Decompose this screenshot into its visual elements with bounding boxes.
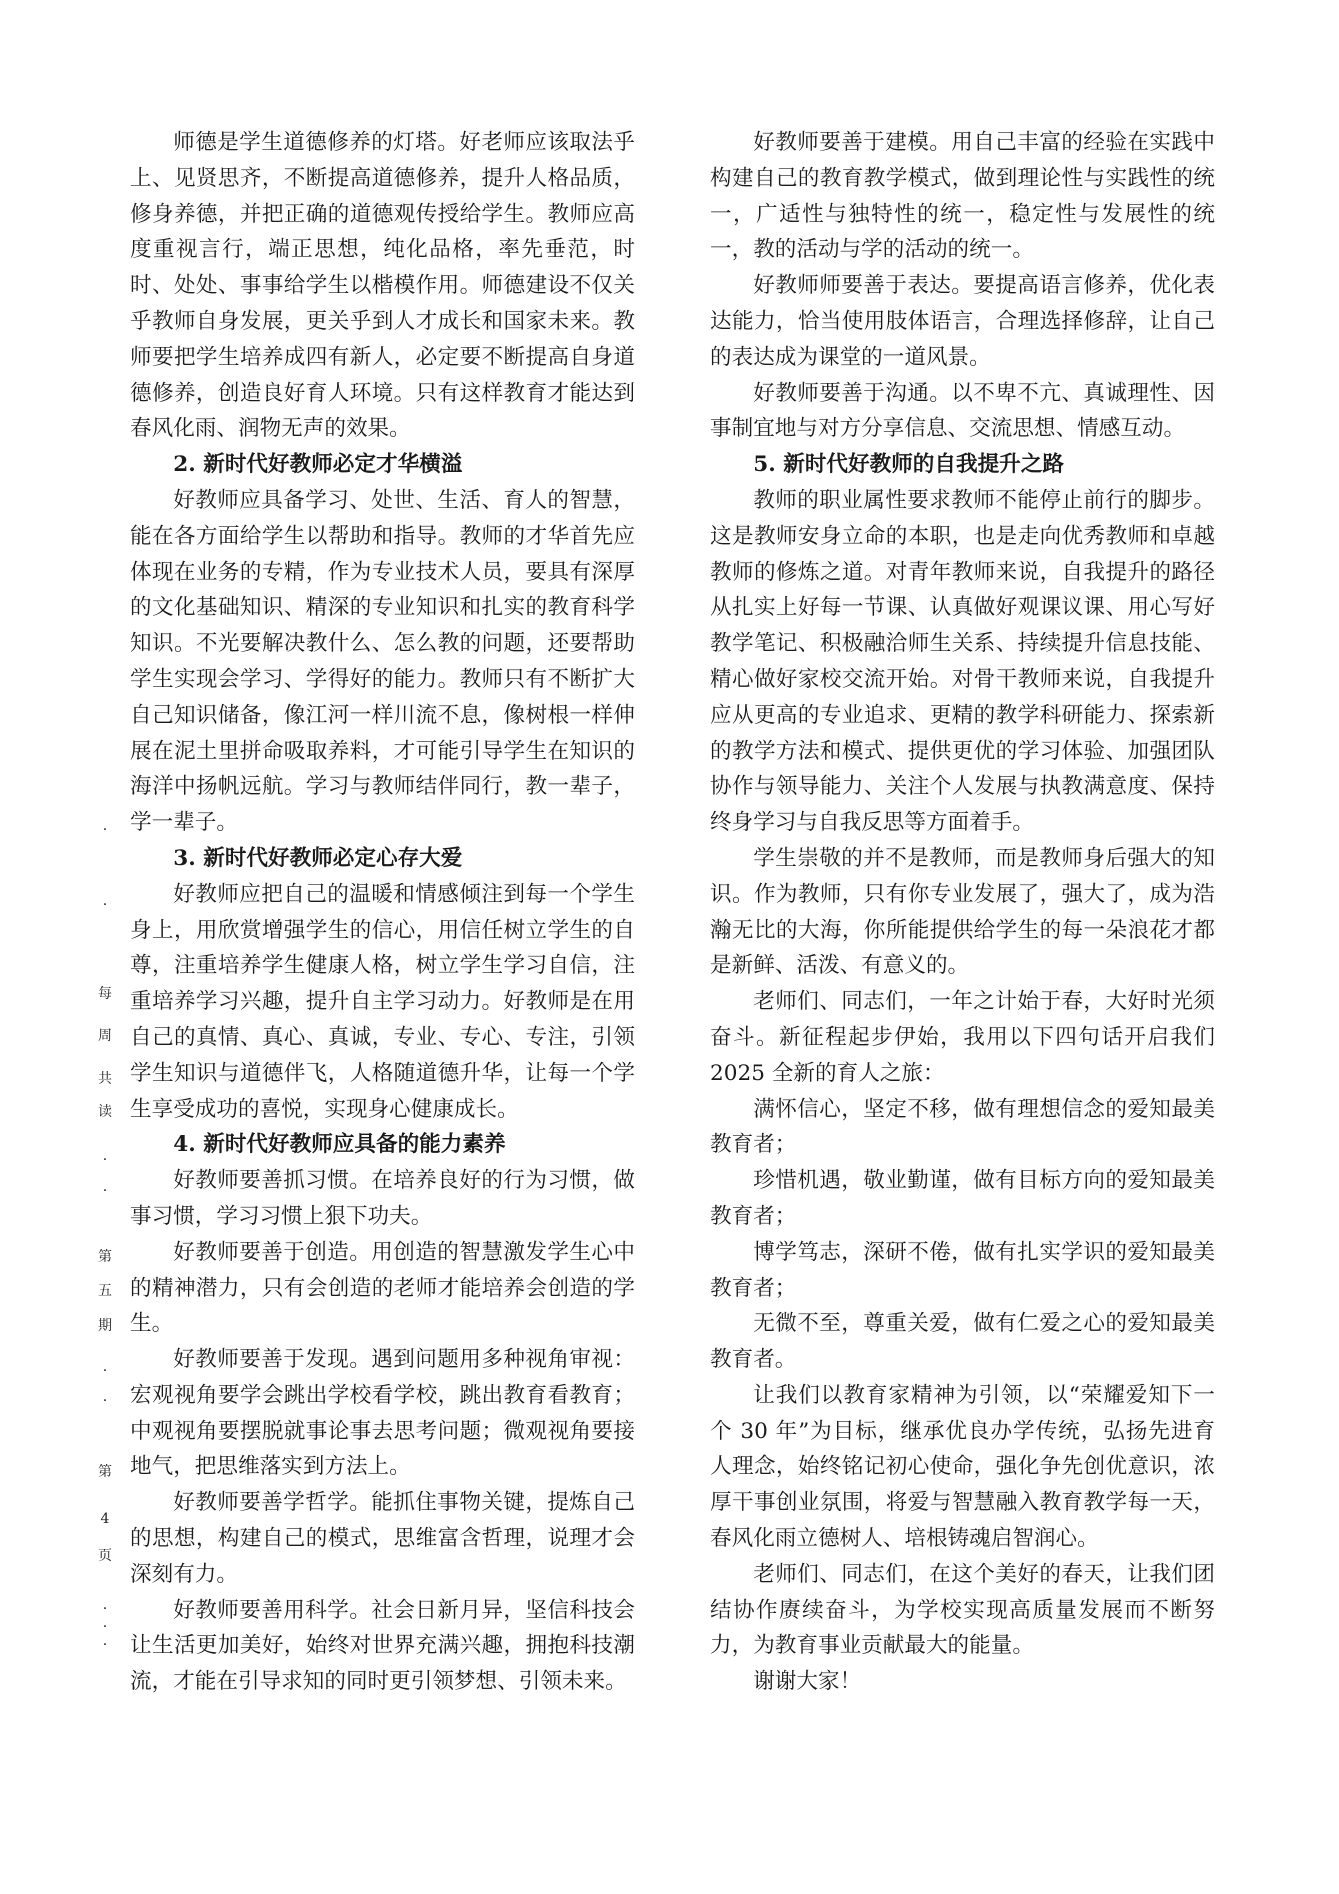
paragraph: 好教师应把自己的温暖和情感倾注到每一个学生身上，用欣赏增强学生的信心，用信任树立学生的自尊，注重培养学生健康人格，树立学生学习自信，注重培养学习兴趣，提升自主学习动力。好教师是在用自己的真情、真心、真诚，专业、专心、专注，引领学生知识与道德伴飞，人格随道德升华，让每一个学生享受成功的喜悦，实现身心健康成长。 (130, 881, 635, 1122)
paragraph: 好教师应具备学习、处世、生活、育人的智慧，能在各方面给学生以帮助和指导。教师的才华首先应体现在业务的专精，作为专业技术人员，要具有深厚的文化基础知识、精深的专业知识和扎实的教育科学知识。不光要解决教什么、怎么教的问题，还要帮助学生实现会学习、学得好的能力。教师只有不断扩大自己知识储备，像江河一样川流不息，像树根一样伸展在泥土里拼命吸取养料，才可能引导学生在知识的海洋中扬帆远航。学习与教师结伴同行，教一辈子，学一辈子。 (130, 487, 635, 836)
margin-dot: · (102, 1393, 108, 1409)
paragraph: 好教师要善用科学。社会日新月异，坚信科技会让生活更加美好，始终对世界充满兴趣，拥抱科技潮流，才能在引导求知的同时更引领梦想、引领未来。 (130, 1597, 635, 1695)
margin-dot: · (102, 1183, 108, 1199)
paragraph: 谢谢大家！ (753, 1669, 862, 1695)
right-column (710, 125, 1215, 1700)
paragraph: 老师们、同志们，一年之计始于春，大好时光须奋斗。新征程起步伊始，我用以下四句话开启我们 2025 全新的育人之旅： (710, 989, 1215, 1086)
paragraph: 好教师要善学哲学。能抓住事物关键，提炼自己的思想，构建自己的模式，思维富含哲理，说理才会深刻有力。 (130, 1490, 635, 1587)
paragraph: 让我们以教育家精神为引领，以“荣耀爱知下一个 30 年”为目标，继承优良办学传统，弘扬先进育人理念，始终铭记初心使命，强化争先创优意识，浓厚干事创业氛围，将爱与智慧融入教育教学每一天，春风化雨立德树人、培根铸魂启智润心。 (710, 1382, 1215, 1552)
margin-dot: · (102, 1619, 108, 1635)
paragraph: 好教师要善于创造。用创造的智慧激发学生心中的精神潜力，只有会创造的老师才能培养会创造的学生。 (130, 1239, 635, 1337)
margin-dot: · (102, 897, 108, 913)
margin-char: 4 (100, 1511, 110, 1527)
margin-char: 五 (98, 1283, 112, 1299)
margin-char: 页 (98, 1548, 112, 1564)
paragraph: 好教师要善抓习惯。在培养良好的行为习惯，做事习惯，学习习惯上狠下功夫。 (130, 1168, 635, 1229)
margin-dot: · (102, 1637, 108, 1653)
paragraph: 师德是学生道德修养的灯塔。好老师应该取法乎上、见贤思齐，不断提高道德修养，提升人格品质，修身养德，并把正确的道德观传授给学生。教师应高度重视言行，端正思想，纯化品格，率先垂范，时时、处处、事事给学生以楷模作用。师德建设不仅关乎教师自身发展，更关乎到人才成长和国家未来。教师要把学生培养成四有新人，必定要不断提高自身道德修养，创造良好育人环境。只有这样教育才能达到春风化雨、润物无声的效果。 (130, 130, 635, 442)
paragraph: 好教师要善于发现。遇到问题用多种视角审视：宏观视角要学会跳出学校看学校，跳出教育看教育；中观视角要摆脱就事论事去思考问题；微观视角要接地气，把思维落实到方法上。 (130, 1347, 635, 1480)
margin-char: 每 (98, 986, 112, 1002)
section-heading: 2. 新时代好教师必定才华横溢 (173, 452, 463, 478)
paragraph: 学生崇敬的并不是教师，而是教师身后强大的知识。作为教师，只有你专业发展了，强大了，成为浩瀚无比的大海，你所能提供给学生的每一朵浪花才都是新鲜、活泼、有意义的。 (710, 845, 1215, 979)
paragraph: 满怀信心，坚定不移，做有理想信念的爱知最美教育者； (710, 1096, 1215, 1158)
paragraph: 好教师要善于建模。用自己丰富的经验在实践中构建自己的教育教学模式，做到理论性与实践性的统一，广适性与独特性的统一，稳定性与发展性的统一，教的活动与学的活动的统一。 (710, 130, 1215, 263)
margin-char: 期 (98, 1318, 112, 1334)
margin-char: 第 (98, 1249, 112, 1265)
paragraph: 无微不至，尊重关爱，做有仁爱之心的爱知最美教育者。 (710, 1311, 1215, 1373)
paragraph: 珍惜机遇，敬业勤谨，做有目标方向的爱知最美教育者； (710, 1168, 1215, 1229)
margin-dot: · (102, 1601, 108, 1617)
section-heading: 4. 新时代好教师应具备的能力素养 (173, 1132, 506, 1158)
paragraph: 好教师要善于沟通。以不卑不亢、真诚理性、因事制宜地与对方分享信息、交流思想、情感互动。 (710, 380, 1215, 442)
margin-char: 读 (98, 1104, 112, 1120)
margin-char: 周 (98, 1028, 112, 1044)
margin-dot: · (102, 822, 108, 838)
margin-char: 共 (98, 1071, 112, 1087)
margin-dot: · (102, 1363, 108, 1379)
left-column (130, 125, 635, 1700)
paragraph: 教师的职业属性要求教师不能停止前行的脚步。这是教师安身立命的本职，也是走向优秀教师和卓越教师的修炼之道。对青年教师来说，自我提升的路径从扎实上好每一节课、认真做好观课议课、用心写好教学笔记、积极融洽师生关系、持续提升信息技能、精心做好家校交流开始。对骨干教师来说，自我提升应从更高的专业追求、更精的教学科研能力、探索新的教学方法和模式、提供更优的学习体验、加强团队协作与领导能力、关注个人发展与执教满意度、保持终身学习与自我反思等方面着手。 (710, 487, 1215, 836)
margin-dot: · (102, 1152, 108, 1168)
margin-char: 第 (98, 1464, 112, 1480)
paragraph: 老师们、同志们，在这个美好的春天，让我们团结协作赓续奋斗，为学校实现高质量发展而不断努力，为教育事业贡献最大的能量。 (710, 1561, 1215, 1659)
paragraph: 好教师师要善于表达。要提高语言修养，优化表达能力，恰当使用肢体语言，合理选择修辞，让自己的表达成为课堂的一道风景。 (710, 273, 1215, 370)
section-heading: 5. 新时代好教师的自我提升之路 (753, 452, 1064, 478)
section-heading: 3. 新时代好教师必定心存大爱 (173, 845, 463, 871)
paragraph: 博学笃志，深研不倦，做有扎实学识的爱知最美教育者； (710, 1239, 1215, 1301)
